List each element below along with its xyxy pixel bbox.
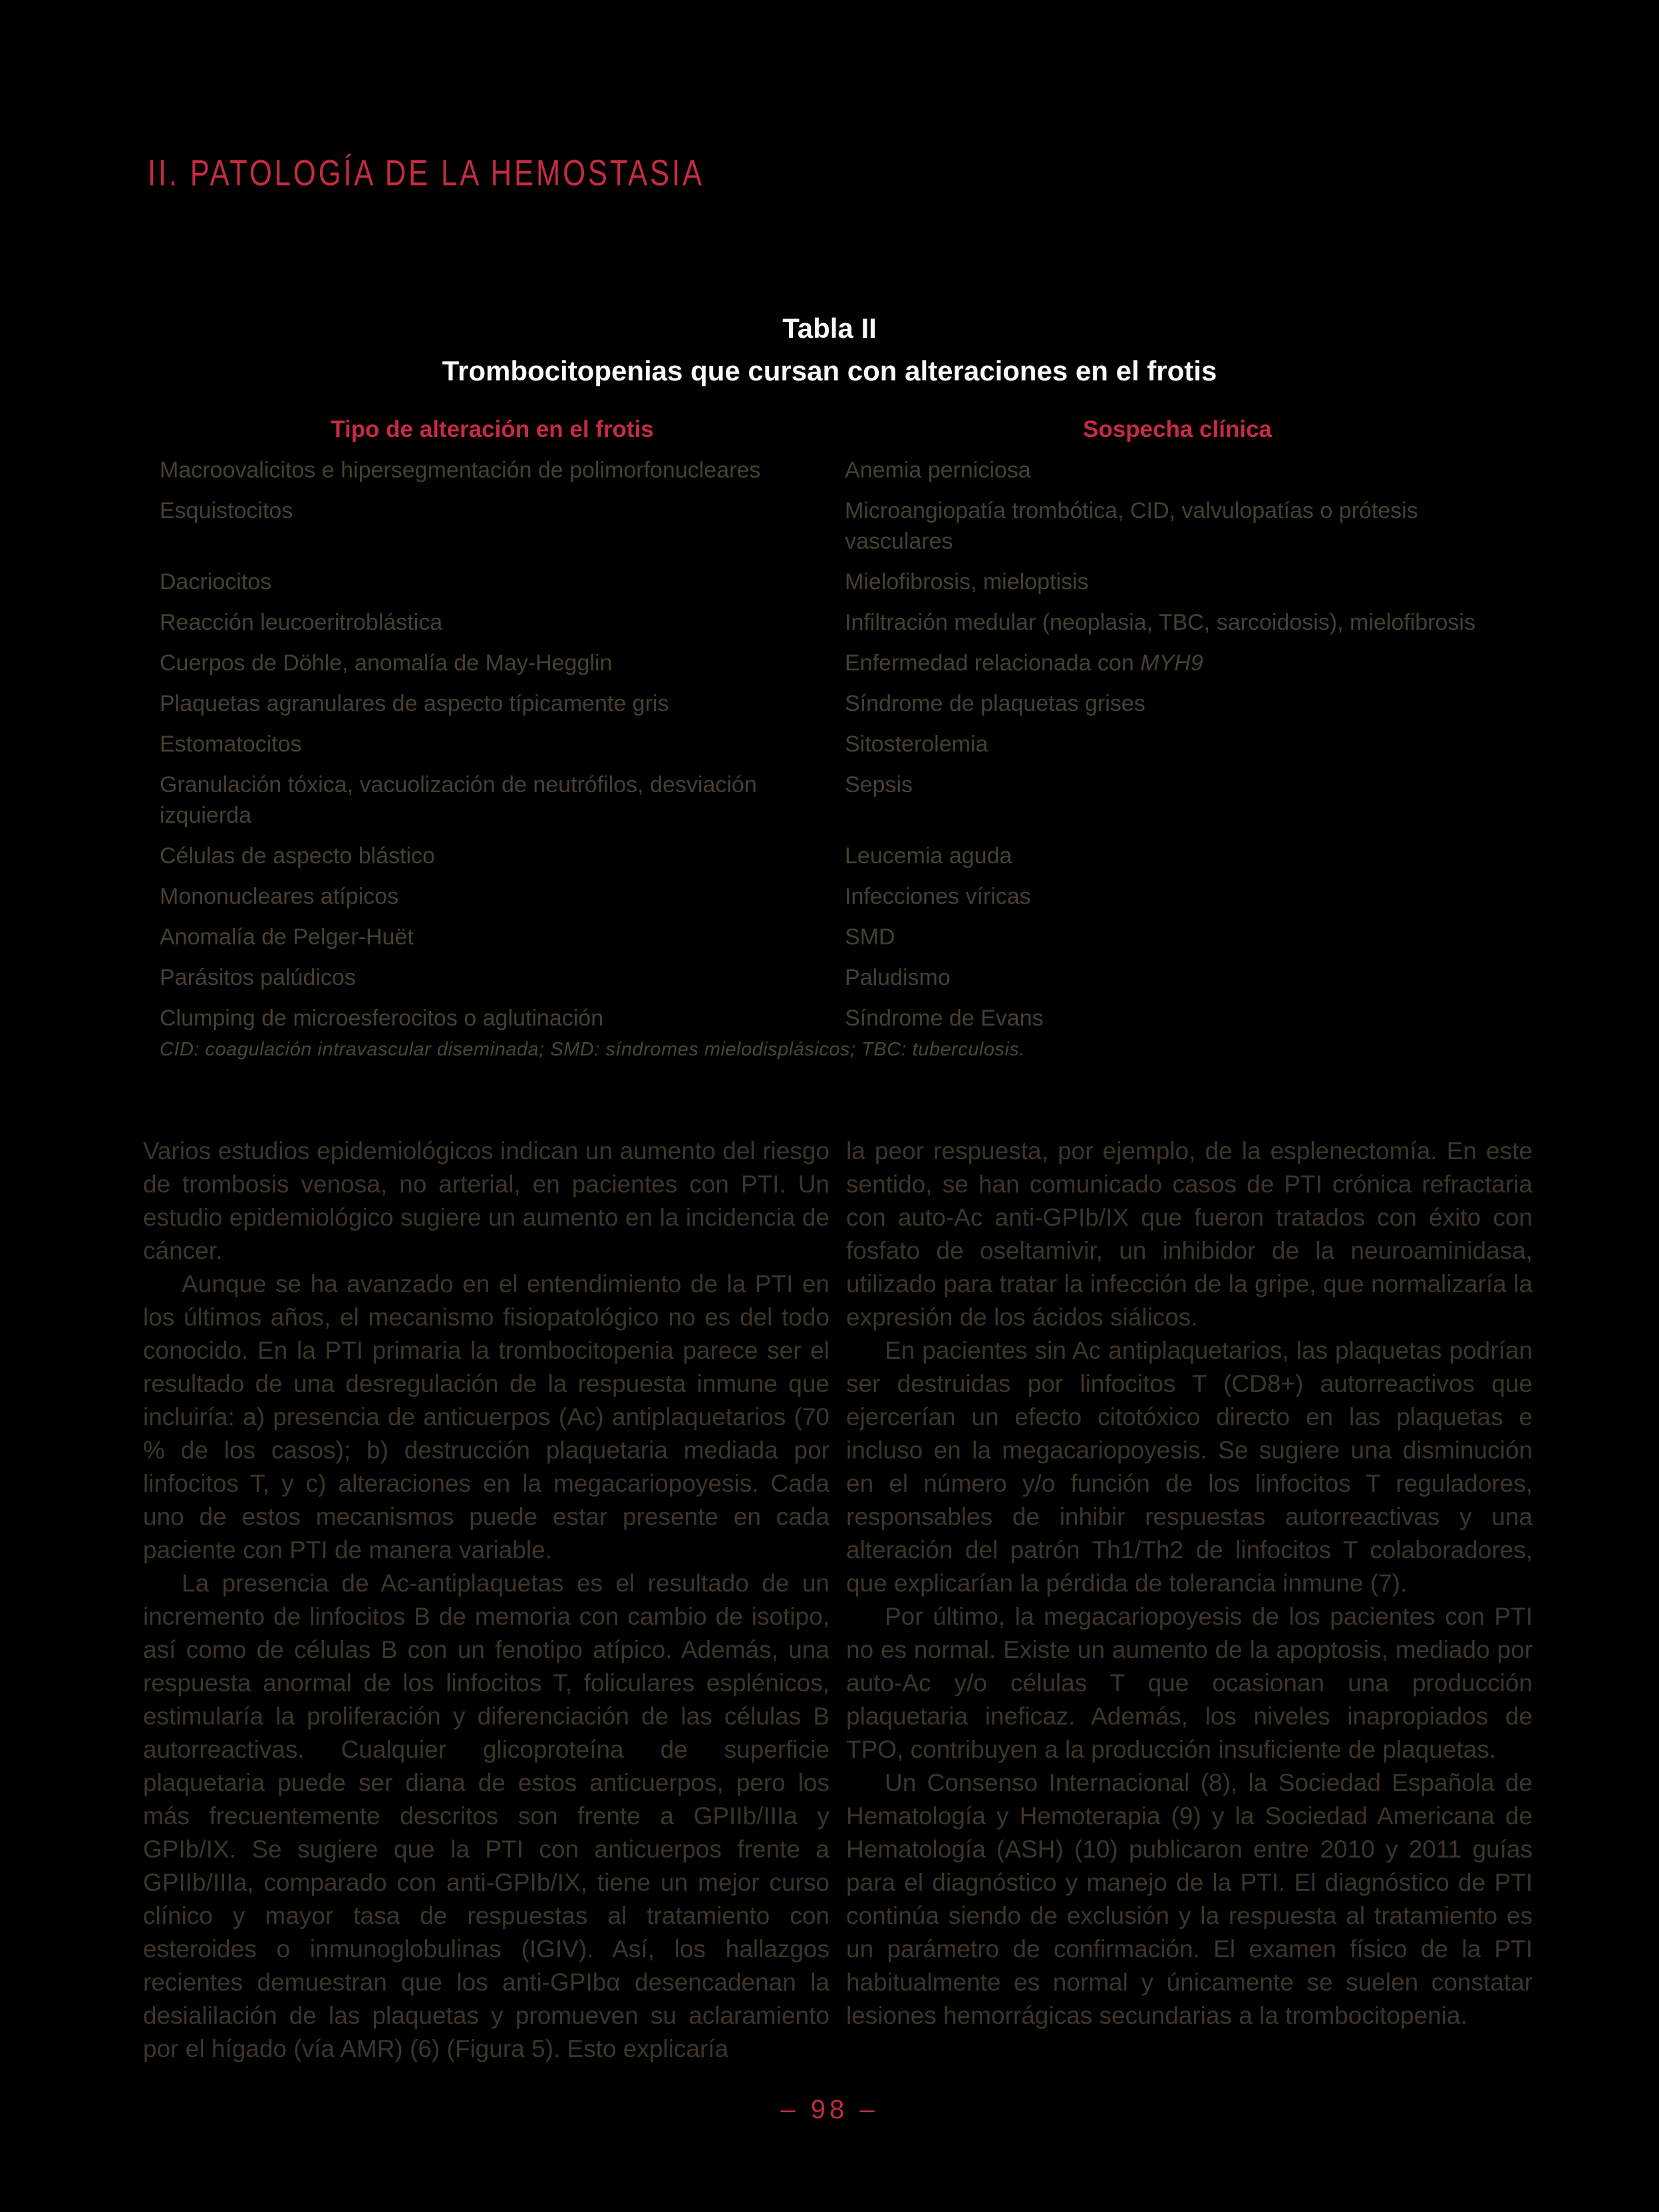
table-cell-suspicion — [845, 567, 1510, 597]
table-cell-suspicion — [845, 495, 1510, 557]
table-cell-suspicion — [845, 1003, 1510, 1034]
table-footnote: CID: coagulación intravascular diseminada; SMD: síndromes mielodisplásicos; TBC: tuberculosis. — [160, 1039, 1025, 1060]
table-cell-suspicion — [845, 688, 1510, 719]
table-cell-alteration: Plaquetas agranulares de aspecto típicamente gris — [160, 691, 669, 716]
table-cell-suspicion-text: Infiltración medular (neoplasia, TBC, sarcoidosis), mielofibrosis — [845, 610, 1475, 635]
table-title-block — [0, 313, 1659, 387]
table-cell-alteration: Estomatocitos — [160, 732, 302, 757]
table-cell-suspicion-text: Síndrome de plaquetas grises — [845, 691, 1145, 716]
table-cell-alteration: Reacción leucoeritroblástica — [160, 610, 443, 635]
table-cell-suspicion-text: Sitosterolemia — [845, 732, 988, 757]
table-cell-suspicion — [845, 922, 1510, 952]
body-paragraph: Por último, la megacariopoyesis de los pacientes con PTI no es normal. Existe un aumento de la apoptosis, mediado por auto-Ac y/o células T que ocasionan una producción plaquetaria ineficaz. Además, los niveles inapropiados de TPO, contribuyen a la producción insuficiente de plaquetas. — [846, 1603, 1533, 1763]
body-paragraph: En pacientes sin Ac antiplaquetarios, las plaquetas podrían ser destruidas por linfocitos T (CD8+) autorreactivos que ejercerían un efecto citotóxico directo en las plaquetas e incluso en la megacariopoyesis. Se sugiere una disminución en el número y/o función de los linfocitos T reguladores, responsables de inhibir respuestas autorreactivas y una alteración del patrón Th1/Th2 de linfocitos T colaboradores, que explicarían la pérdida de tolerancia inmune (7). — [846, 1337, 1533, 1597]
chapter-header: II. PATOLOGÍA DE LA HEMOSTASIA — [148, 152, 704, 194]
table-cell-suspicion — [845, 455, 1510, 485]
table-cell-suspicion-text: Enfermedad relacionada con — [845, 650, 1141, 676]
table-cell-alteration: Células de aspecto blástico — [160, 843, 435, 869]
table-cell-alteration: Cuerpos de Döhle, anomalía de May-Hegglin — [160, 650, 613, 676]
table-cell-suspicion-text: Leucemia aguda — [845, 843, 1012, 869]
body-text-left-column — [143, 1135, 830, 2066]
table-cell-alteration: Esquistocitos — [160, 498, 293, 523]
body-paragraph: Aunque se ha avanzado en el entendimiento de la PTI en los últimos años, el mecanismo fisiopatológico no es del todo conocido. En la PTI primaria la trombocitopenia parece ser el resultado de una desregulación de la respuesta inmune que incluiría: a) presencia de anticuerpos (Ac) antiplaquetarios (70 % de los casos); b) destrucción plaquetaria mediada por linfocitos T, y c) alteraciones en la megacariopoyesis. Cada uno de estos mecanismos puede estar presente en cada paciente con PTI de manera variable. — [143, 1270, 830, 1564]
table-cell-suspicion — [845, 881, 1510, 912]
table-cell-alteration: Dacriocitos — [160, 569, 272, 595]
body-paragraph: la peor respuesta, por ejemplo, de la esplenectomía. En este sentido, se han comunicado casos de PTI crónica refractaria con auto-Ac anti-GPIb/IX que fueron tratados con éxito con fosfato de oseltamivir, un inhibidor de la neuroaminidasa, utilizado para tratar la infección de la gripe, que normalizaría la expresión de los ácidos siálicos. — [846, 1137, 1533, 1331]
table-cell-alteration: Macroovalicitos e hipersegmentación de polimorfonucleares — [160, 458, 761, 483]
table-cell-alteration: Anomalía de Pelger-Huët — [160, 924, 414, 950]
table-cell-suspicion — [845, 841, 1510, 871]
table-cell-suspicion-italic-gene: MYH9 — [1140, 650, 1203, 676]
body-paragraph: Varios estudios epidemiológicos indican un aumento del riesgo de trombosis venosa, no arterial, en pacientes con PTI. Un estudio epidemiológico sugiere un aumento en la incidencia de cáncer. — [143, 1137, 830, 1264]
table-cell-suspicion — [845, 962, 1510, 993]
table-cell-suspicion-text: SMD — [845, 924, 895, 950]
column-header-clinical-suspicion: Sospecha clínica — [1082, 416, 1273, 442]
table-cell-suspicion-text: Infecciones víricas — [845, 884, 1031, 909]
table-cell-suspicion-text: Microangiopatía trombótica, CID, valvulopatías o prótesis vasculares — [845, 498, 1418, 554]
table-cell-suspicion — [845, 648, 1510, 678]
table-caption: Trombocitopenias que cursan con alteraciones en el frotis — [442, 355, 1217, 386]
table-cell-suspicion — [845, 729, 1510, 760]
body-text-right-column — [846, 1135, 1533, 2032]
table-cell-suspicion-text: Sepsis — [845, 772, 913, 797]
body-paragraph: Un Consenso Internacional (8), la Sociedad Española de Hematología y Hemoterapia (9) y la Sociedad Americana de Hematología (ASH) (10) publicaron entre 2010 y 2011 guías para el diagnóstico y manejo de la PTI. El diagnóstico de PTI continúa siendo de exclusión y la respuesta al tratamiento es un parámetro de confirmación. El examen físico de la PTI habitualmente es normal y únicamente se suelen constatar lesiones hemorrágicas secundarias a la trombocitopenia. — [846, 1769, 1533, 2029]
body-paragraph: La presencia de Ac-antiplaquetas es el resultado de un incremento de linfocitos B de memoria con cambio de isotipo, así como de células B con un fenotipo atípico. Además, una respuesta anormal de los linfocitos T, foliculares esplénicos, estimularía la proliferación y diferenciación de las células B autorreactivas. Cualquier glicoproteína de superficie plaquetaria puede ser diana de estos anticuerpos, pero los más frecuentemente descritos son frente a GPIIb/IIIa y GPIb/IX. Se sugiere que la PTI con anticuerpos frente a GPIIb/IIIa, comparado con anti-GPIb/IX, tiene un mejor curso clínico y mayor tasa de respuestas al tratamiento con esteroides o inmunoglobulinas (IGIV). Así, los hallazgos recientes demuestran que los anti-GPIbα desencadenan la desialilación de las plaquetas y promueven su aclaramiento por el hígado (vía AMR) (6) (Figura 5). Esto explicaría — [143, 1570, 830, 2062]
column-header-alteration-type: Tipo de alteración en el frotis — [331, 416, 654, 442]
smear-alterations-table — [160, 455, 1510, 1034]
table-cell-alteration: Granulación tóxica, vacuolización de neutrófilos, desviación izquierda — [160, 772, 757, 828]
table-cell-suspicion — [845, 769, 1510, 831]
table-cell-suspicion-text: Mielofibrosis, mieloptisis — [845, 569, 1089, 595]
table-number: Tabla II — [782, 313, 877, 344]
table-cell-suspicion-text: Paludismo — [845, 965, 951, 990]
table-cell-alteration: Parásitos palúdicos — [160, 965, 356, 990]
table-cell-suspicion-text: Síndrome de Evans — [845, 1006, 1044, 1031]
table-cell-alteration: Clumping de microesferocitos o aglutinación — [160, 1006, 604, 1031]
table-cell-alteration: Mononucleares atípicos — [160, 884, 399, 909]
table-cell-suspicion — [845, 607, 1510, 638]
page-number: – 98 – — [780, 2095, 879, 2124]
table-cell-suspicion-text: Anemia perniciosa — [845, 458, 1031, 483]
